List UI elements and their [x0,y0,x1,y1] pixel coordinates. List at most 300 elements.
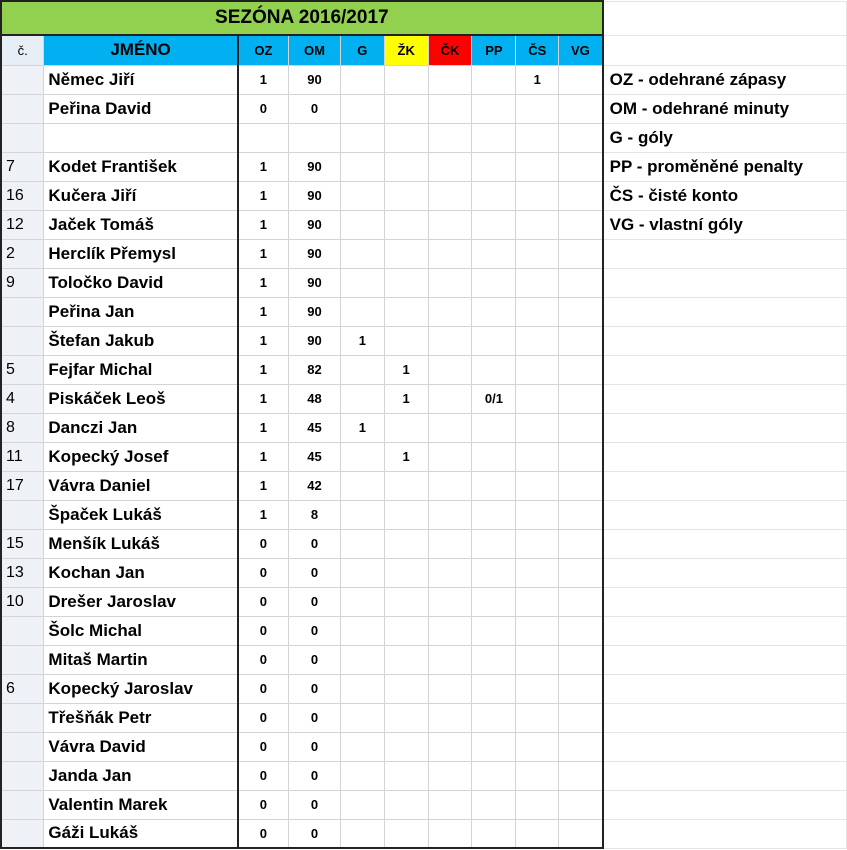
stat-cell-vg[interactable] [559,181,603,210]
stat-cell-ck[interactable] [428,210,472,239]
stat-cell-oz[interactable]: 1 [238,500,289,529]
stat-cell-vg[interactable] [559,703,603,732]
stat-cell-om[interactable]: 8 [289,500,341,529]
stat-cell-pp[interactable] [472,529,516,558]
stat-cell-ck[interactable] [428,703,472,732]
stat-cell-om[interactable] [289,123,341,152]
empty-cell[interactable] [603,1,847,35]
legend-item[interactable]: PP - proměněné penalty [603,152,847,181]
stat-cell-oz[interactable]: 0 [238,674,289,703]
stat-cell-cs[interactable] [516,413,559,442]
stat-cell-om[interactable]: 45 [289,442,341,471]
stat-cell-oz[interactable]: 1 [238,442,289,471]
player-number-cell[interactable] [1,645,44,674]
stat-cell-vg[interactable] [559,558,603,587]
stat-cell-cs[interactable] [516,181,559,210]
stat-cell-ck[interactable] [428,616,472,645]
stat-cell-vg[interactable] [559,326,603,355]
player-name-cell[interactable]: Peřina David [44,94,238,123]
stat-cell-ck[interactable] [428,413,472,442]
player-name-cell[interactable]: Kochan Jan [44,558,238,587]
stat-cell-ck[interactable] [428,819,472,848]
stat-cell-pp[interactable] [472,645,516,674]
stat-cell-vg[interactable] [559,587,603,616]
player-number-cell[interactable] [1,65,44,94]
player-name-cell[interactable]: Třešňák Petr [44,703,238,732]
player-name-cell[interactable]: Piskáček Leoš [44,384,238,413]
stat-cell-oz[interactable]: 1 [238,65,289,94]
player-number-cell[interactable] [1,790,44,819]
stat-cell-ck[interactable] [428,94,472,123]
stat-cell-cs[interactable] [516,239,559,268]
column-header-pp[interactable]: PP [472,35,516,65]
stat-cell-ck[interactable] [428,529,472,558]
stat-cell-ck[interactable] [428,558,472,587]
player-number-cell[interactable] [1,123,44,152]
stat-cell-oz[interactable]: 0 [238,819,289,848]
stat-cell-om[interactable]: 0 [289,529,341,558]
stat-cell-om[interactable]: 90 [289,65,341,94]
stat-cell-cs[interactable] [516,355,559,384]
player-name-cell[interactable]: Šolc Michal [44,616,238,645]
stat-cell-zk[interactable] [384,587,428,616]
stat-cell-cs[interactable] [516,210,559,239]
empty-cell[interactable] [603,732,847,761]
stat-cell-pp[interactable] [472,239,516,268]
stat-cell-ck[interactable] [428,297,472,326]
stat-cell-om[interactable]: 0 [289,703,341,732]
stat-cell-ck[interactable] [428,268,472,297]
stat-cell-om[interactable]: 0 [289,616,341,645]
player-name-cell[interactable]: Fejfar Michal [44,355,238,384]
empty-cell[interactable] [603,529,847,558]
stat-cell-pp[interactable] [472,123,516,152]
stat-cell-g[interactable] [340,500,384,529]
stat-cell-vg[interactable] [559,210,603,239]
stat-cell-zk[interactable] [384,123,428,152]
stat-cell-ck[interactable] [428,123,472,152]
player-number-cell[interactable]: 5 [1,355,44,384]
player-name-cell[interactable]: Kodet František [44,152,238,181]
stat-cell-pp[interactable] [472,297,516,326]
stat-cell-ck[interactable] [428,790,472,819]
stat-cell-pp[interactable] [472,152,516,181]
player-number-cell[interactable]: 11 [1,442,44,471]
column-header-vg[interactable]: VG [559,35,603,65]
stat-cell-g[interactable] [340,65,384,94]
stat-cell-cs[interactable] [516,297,559,326]
stat-cell-g[interactable]: 1 [340,326,384,355]
stat-cell-om[interactable]: 0 [289,558,341,587]
stat-cell-om[interactable]: 0 [289,790,341,819]
stat-cell-oz[interactable]: 1 [238,355,289,384]
stat-cell-g[interactable] [340,587,384,616]
stat-cell-zk[interactable] [384,645,428,674]
player-number-cell[interactable] [1,297,44,326]
stat-cell-pp[interactable] [472,500,516,529]
column-header-num[interactable]: č. [1,35,44,65]
stat-cell-cs[interactable] [516,674,559,703]
stat-cell-vg[interactable] [559,384,603,413]
stat-cell-g[interactable] [340,674,384,703]
stat-cell-vg[interactable] [559,152,603,181]
stat-cell-pp[interactable] [472,355,516,384]
empty-cell[interactable] [603,384,847,413]
stat-cell-oz[interactable]: 0 [238,529,289,558]
stat-cell-vg[interactable] [559,529,603,558]
stat-cell-vg[interactable] [559,297,603,326]
player-number-cell[interactable]: 8 [1,413,44,442]
empty-cell[interactable] [603,355,847,384]
player-number-cell[interactable]: 9 [1,268,44,297]
player-number-cell[interactable] [1,616,44,645]
empty-cell[interactable] [603,674,847,703]
stat-cell-pp[interactable] [472,674,516,703]
stat-cell-zk[interactable] [384,210,428,239]
stat-cell-om[interactable]: 0 [289,94,341,123]
empty-cell[interactable] [603,326,847,355]
player-number-cell[interactable]: 7 [1,152,44,181]
stat-cell-cs[interactable] [516,732,559,761]
stat-cell-om[interactable]: 0 [289,761,341,790]
stat-cell-zk[interactable]: 1 [384,355,428,384]
empty-cell[interactable] [603,558,847,587]
column-header-name[interactable]: JMÉNO [44,35,238,65]
player-number-cell[interactable]: 16 [1,181,44,210]
stat-cell-zk[interactable]: 1 [384,384,428,413]
stat-cell-cs[interactable] [516,152,559,181]
stat-cell-ck[interactable] [428,384,472,413]
stat-cell-pp[interactable] [472,819,516,848]
stat-cell-zk[interactable] [384,616,428,645]
stat-cell-g[interactable] [340,268,384,297]
stat-cell-vg[interactable] [559,94,603,123]
player-name-cell[interactable]: Janda Jan [44,761,238,790]
stat-cell-cs[interactable] [516,790,559,819]
stat-cell-pp[interactable] [472,732,516,761]
player-name-cell[interactable]: Mitaš Martin [44,645,238,674]
column-header-ck[interactable]: ČK [428,35,472,65]
stat-cell-cs[interactable] [516,761,559,790]
player-name-cell[interactable]: Kopecký Jaroslav [44,674,238,703]
empty-cell[interactable] [603,645,847,674]
stat-cell-ck[interactable] [428,761,472,790]
stat-cell-cs[interactable] [516,703,559,732]
stat-cell-cs[interactable] [516,616,559,645]
season-title[interactable]: SEZÓNA 2016/2017 [1,1,603,35]
stat-cell-oz[interactable]: 1 [238,181,289,210]
stat-cell-pp[interactable] [472,558,516,587]
stat-cell-oz[interactable]: 0 [238,587,289,616]
empty-cell[interactable] [603,616,847,645]
stat-cell-zk[interactable] [384,732,428,761]
stat-cell-om[interactable]: 0 [289,587,341,616]
stat-cell-oz[interactable]: 0 [238,703,289,732]
stat-cell-ck[interactable] [428,326,472,355]
player-number-cell[interactable] [1,819,44,848]
empty-cell[interactable] [603,703,847,732]
stat-cell-om[interactable]: 90 [289,239,341,268]
stat-cell-vg[interactable] [559,674,603,703]
player-name-cell[interactable]: Valentin Marek [44,790,238,819]
column-header-g[interactable]: G [340,35,384,65]
player-name-cell[interactable]: Jaček Tomáš [44,210,238,239]
player-name-cell[interactable]: Špaček Lukáš [44,500,238,529]
stat-cell-vg[interactable] [559,790,603,819]
stat-cell-ck[interactable] [428,674,472,703]
stat-cell-g[interactable]: 1 [340,413,384,442]
stat-cell-oz[interactable]: 1 [238,152,289,181]
stat-cell-zk[interactable] [384,471,428,500]
column-header-cs[interactable]: ČS [516,35,559,65]
stat-cell-ck[interactable] [428,152,472,181]
stat-cell-oz[interactable]: 0 [238,732,289,761]
player-number-cell[interactable] [1,703,44,732]
stat-cell-g[interactable] [340,181,384,210]
stat-cell-vg[interactable] [559,355,603,384]
stat-cell-zk[interactable] [384,558,428,587]
stat-cell-ck[interactable] [428,587,472,616]
player-name-cell[interactable]: Menšík Lukáš [44,529,238,558]
stat-cell-oz[interactable]: 1 [238,384,289,413]
player-name-cell[interactable]: Herclík Přemysl [44,239,238,268]
stat-cell-om[interactable]: 90 [289,268,341,297]
player-number-cell[interactable] [1,761,44,790]
stat-cell-pp[interactable] [472,587,516,616]
stat-cell-zk[interactable] [384,790,428,819]
stat-cell-g[interactable] [340,529,384,558]
player-number-cell[interactable] [1,326,44,355]
stat-cell-g[interactable] [340,558,384,587]
stat-cell-oz[interactable]: 1 [238,210,289,239]
player-number-cell[interactable]: 12 [1,210,44,239]
stat-cell-zk[interactable]: 1 [384,442,428,471]
column-header-oz[interactable]: OZ [238,35,289,65]
stat-cell-g[interactable] [340,645,384,674]
player-number-cell[interactable]: 2 [1,239,44,268]
stat-cell-pp[interactable] [472,181,516,210]
stat-cell-zk[interactable] [384,152,428,181]
stat-cell-zk[interactable] [384,268,428,297]
column-header-om[interactable]: OM [289,35,341,65]
stat-cell-g[interactable] [340,790,384,819]
stat-cell-g[interactable] [340,442,384,471]
stat-cell-pp[interactable]: 0/1 [472,384,516,413]
empty-cell[interactable] [603,413,847,442]
stat-cell-vg[interactable] [559,645,603,674]
stat-cell-pp[interactable] [472,703,516,732]
player-name-cell[interactable]: Gáži Lukáš [44,819,238,848]
stat-cell-oz[interactable]: 0 [238,761,289,790]
stat-cell-pp[interactable] [472,442,516,471]
stat-cell-zk[interactable] [384,529,428,558]
stat-cell-vg[interactable] [559,268,603,297]
stat-cell-oz[interactable]: 1 [238,471,289,500]
stat-cell-oz[interactable]: 1 [238,268,289,297]
empty-cell[interactable] [603,297,847,326]
stat-cell-zk[interactable] [384,297,428,326]
stat-cell-cs[interactable] [516,268,559,297]
stat-cell-zk[interactable] [384,761,428,790]
stat-cell-cs[interactable] [516,123,559,152]
stat-cell-g[interactable] [340,210,384,239]
stat-cell-g[interactable] [340,123,384,152]
stat-cell-zk[interactable] [384,674,428,703]
empty-cell[interactable] [603,790,847,819]
stat-cell-pp[interactable] [472,210,516,239]
player-name-cell[interactable]: Vávra Daniel [44,471,238,500]
stat-cell-pp[interactable] [472,65,516,94]
stat-cell-zk[interactable] [384,239,428,268]
stat-cell-g[interactable] [340,94,384,123]
stat-cell-oz[interactable]: 0 [238,94,289,123]
stat-cell-vg[interactable] [559,732,603,761]
stat-cell-ck[interactable] [428,65,472,94]
stat-cell-cs[interactable] [516,500,559,529]
stat-cell-oz[interactable] [238,123,289,152]
stat-cell-g[interactable] [340,761,384,790]
stat-cell-vg[interactable] [559,65,603,94]
stat-cell-cs[interactable] [516,558,559,587]
stat-cell-pp[interactable] [472,94,516,123]
stat-cell-cs[interactable] [516,326,559,355]
stat-cell-zk[interactable] [384,819,428,848]
stat-cell-cs[interactable] [516,442,559,471]
stat-cell-cs[interactable] [516,587,559,616]
stat-cell-om[interactable]: 90 [289,297,341,326]
stat-cell-ck[interactable] [428,732,472,761]
stat-cell-zk[interactable] [384,413,428,442]
stat-cell-g[interactable] [340,471,384,500]
empty-cell[interactable] [603,471,847,500]
stat-cell-vg[interactable] [559,442,603,471]
stat-cell-zk[interactable] [384,500,428,529]
player-name-cell[interactable]: Danczi Jan [44,413,238,442]
stat-cell-om[interactable]: 0 [289,732,341,761]
player-number-cell[interactable]: 15 [1,529,44,558]
player-number-cell[interactable]: 17 [1,471,44,500]
stat-cell-vg[interactable] [559,761,603,790]
stat-cell-ck[interactable] [428,500,472,529]
stat-cell-cs[interactable] [516,645,559,674]
empty-cell[interactable] [603,761,847,790]
stat-cell-g[interactable] [340,819,384,848]
stat-cell-vg[interactable] [559,616,603,645]
stat-cell-g[interactable] [340,355,384,384]
player-name-cell[interactable]: Toločko David [44,268,238,297]
player-name-cell[interactable]: Peřina Jan [44,297,238,326]
player-number-cell[interactable] [1,500,44,529]
stat-cell-vg[interactable] [559,471,603,500]
stat-cell-g[interactable] [340,297,384,326]
stat-cell-vg[interactable] [559,819,603,848]
stat-cell-om[interactable]: 0 [289,674,341,703]
stat-cell-oz[interactable]: 1 [238,413,289,442]
stat-cell-cs[interactable]: 1 [516,65,559,94]
stat-cell-ck[interactable] [428,471,472,500]
empty-cell[interactable] [603,35,847,65]
stat-cell-om[interactable]: 90 [289,210,341,239]
stat-cell-g[interactable] [340,152,384,181]
stat-cell-oz[interactable]: 0 [238,616,289,645]
stat-cell-cs[interactable] [516,819,559,848]
stat-cell-ck[interactable] [428,442,472,471]
player-name-cell[interactable]: Drešer Jaroslav [44,587,238,616]
player-number-cell[interactable] [1,94,44,123]
empty-cell[interactable] [603,239,847,268]
stat-cell-vg[interactable] [559,413,603,442]
stat-cell-om[interactable]: 48 [289,384,341,413]
empty-cell[interactable] [603,819,847,848]
legend-item[interactable]: OZ - odehrané zápasy [603,65,847,94]
stat-cell-g[interactable] [340,384,384,413]
stat-cell-om[interactable]: 45 [289,413,341,442]
stat-cell-g[interactable] [340,239,384,268]
empty-cell[interactable] [603,500,847,529]
column-header-zk[interactable]: ŽK [384,35,428,65]
stat-cell-pp[interactable] [472,413,516,442]
stat-cell-g[interactable] [340,703,384,732]
stat-cell-zk[interactable] [384,94,428,123]
player-name-cell[interactable]: Němec Jiří [44,65,238,94]
stat-cell-om[interactable]: 82 [289,355,341,384]
stat-cell-cs[interactable] [516,529,559,558]
stat-cell-om[interactable]: 0 [289,819,341,848]
stat-cell-vg[interactable] [559,239,603,268]
stat-cell-zk[interactable] [384,326,428,355]
stat-cell-g[interactable] [340,732,384,761]
legend-item[interactable]: ČS - čisté konto [603,181,847,210]
stat-cell-pp[interactable] [472,790,516,819]
stat-cell-oz[interactable]: 1 [238,239,289,268]
stat-cell-ck[interactable] [428,239,472,268]
player-name-cell[interactable]: Štefan Jakub [44,326,238,355]
stat-cell-vg[interactable] [559,500,603,529]
stat-cell-oz[interactable]: 0 [238,558,289,587]
stat-cell-pp[interactable] [472,268,516,297]
stat-cell-pp[interactable] [472,471,516,500]
player-number-cell[interactable]: 10 [1,587,44,616]
stat-cell-om[interactable]: 42 [289,471,341,500]
stat-cell-zk[interactable] [384,703,428,732]
legend-item[interactable]: OM - odehrané minuty [603,94,847,123]
stat-cell-cs[interactable] [516,471,559,500]
player-number-cell[interactable] [1,732,44,761]
player-name-cell[interactable] [44,123,238,152]
stat-cell-ck[interactable] [428,645,472,674]
stat-cell-pp[interactable] [472,616,516,645]
empty-cell[interactable] [603,442,847,471]
stat-cell-oz[interactable]: 1 [238,326,289,355]
player-name-cell[interactable]: Vávra David [44,732,238,761]
stat-cell-oz[interactable]: 0 [238,645,289,674]
stat-cell-om[interactable]: 90 [289,152,341,181]
empty-cell[interactable] [603,268,847,297]
stat-cell-om[interactable]: 0 [289,645,341,674]
stat-cell-om[interactable]: 90 [289,326,341,355]
stat-cell-vg[interactable] [559,123,603,152]
empty-cell[interactable] [603,587,847,616]
stat-cell-zk[interactable] [384,65,428,94]
stat-cell-g[interactable] [340,616,384,645]
player-name-cell[interactable]: Kučera Jiří [44,181,238,210]
stat-cell-oz[interactable]: 1 [238,297,289,326]
stat-cell-cs[interactable] [516,94,559,123]
stat-cell-om[interactable]: 90 [289,181,341,210]
stat-cell-oz[interactable]: 0 [238,790,289,819]
stat-cell-cs[interactable] [516,384,559,413]
legend-item[interactable]: VG - vlastní góly [603,210,847,239]
